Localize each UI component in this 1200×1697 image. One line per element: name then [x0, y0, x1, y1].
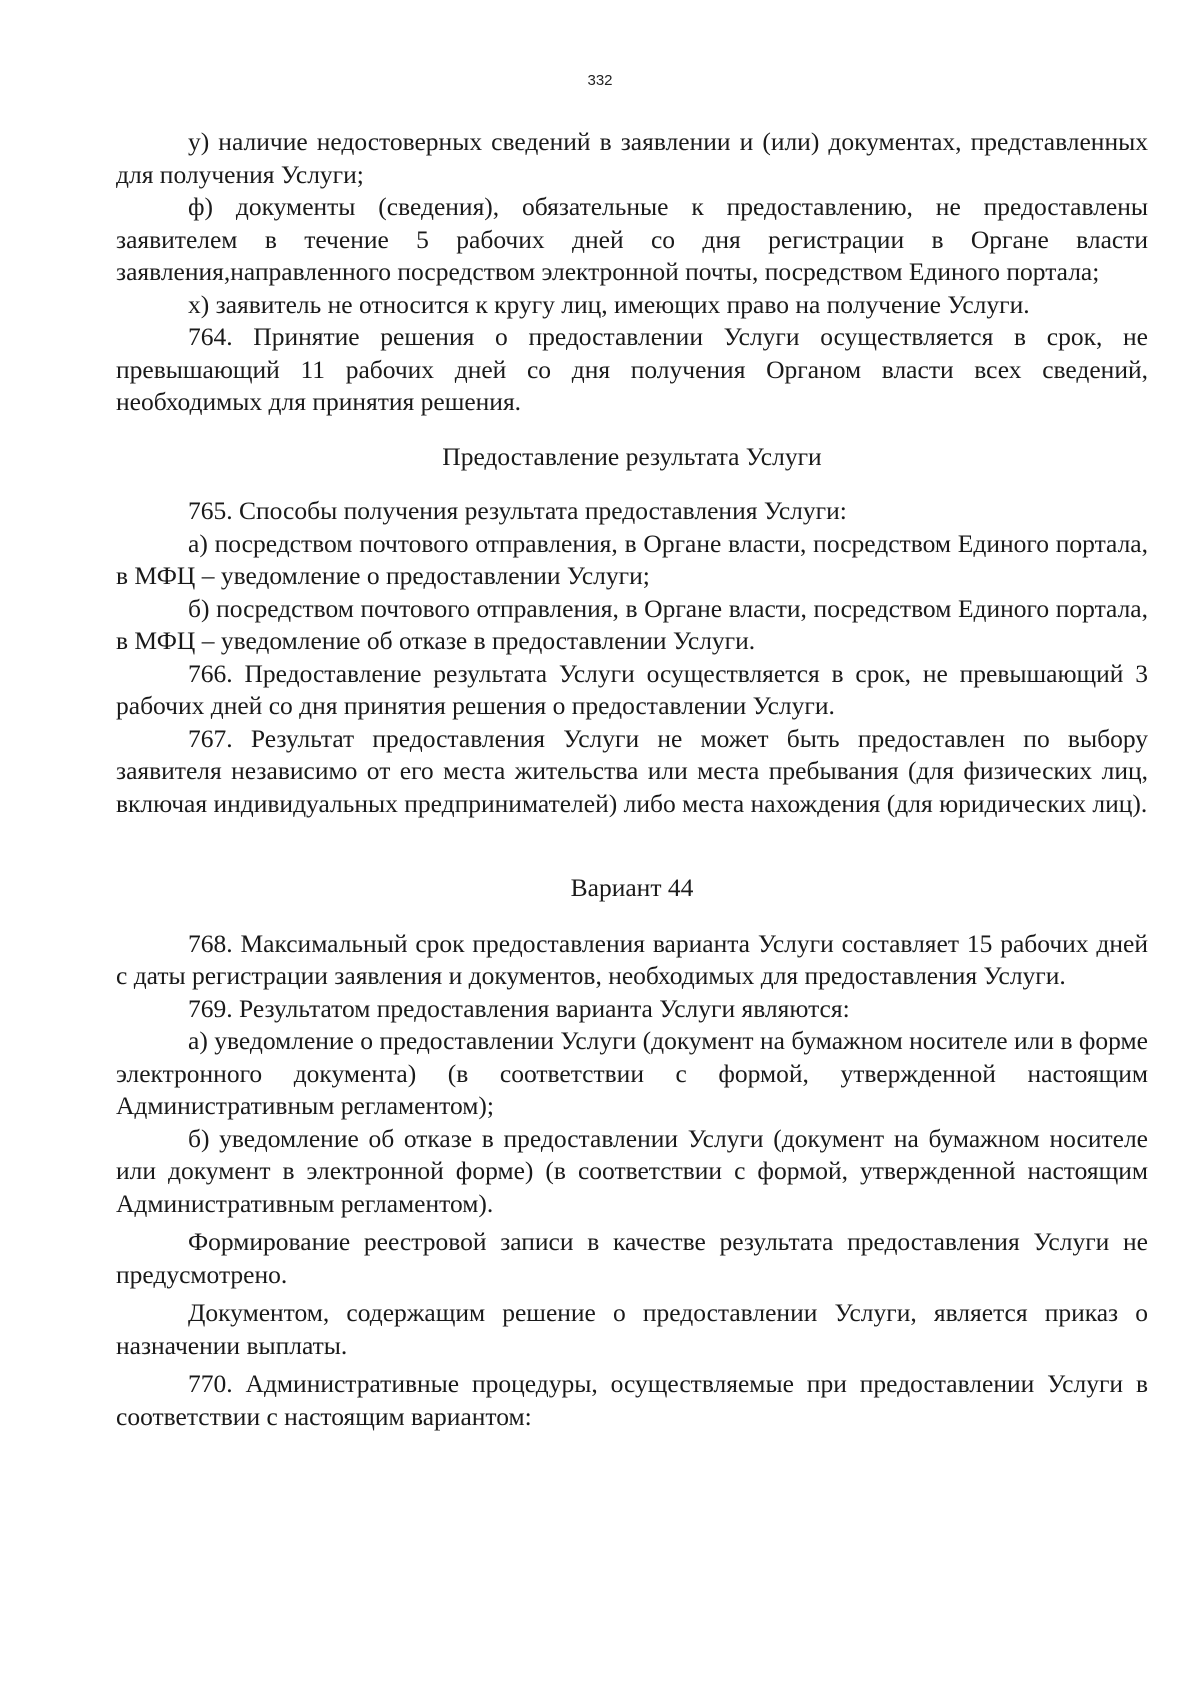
section-heading-result: Предоставление результата Услуги — [442, 441, 822, 471]
paragraph-765-a: а) посредством почтового отправления, в Органе власти, посредством Единого портала, в МФЦ – уведомление о предоставлении Услуги; — [116, 528, 1148, 590]
paragraph-765-b: б) посредством почтового отправления, в Органе власти, посредством Единого портала, в МФЦ – уведомление об отказе в предоставлении Услуги. — [116, 593, 1148, 655]
paragraph-767: 767. Результат предоставления Услуги не может быть предоставлен по выбору заявителя независимо от его места жительства или места пребывания (для физических лиц, включая индивидуальных предпринимателей) либо места нахождения (для юридических лиц). — [116, 723, 1148, 818]
page-number: 332 — [587, 72, 613, 89]
paragraph-769-b: б) уведомление об отказе в предоставлении Услуги (документ на бумажном носителе или документ в электронной форме) (в соответствии с формой, утвержденной настоящим Административным регламентом). — [116, 1123, 1148, 1218]
paragraph-kh: х) заявитель не относится к кругу лиц, имеющих право на получение Услуги. — [188, 289, 1030, 319]
paragraph-769: 769. Результатом предоставления варианта Услуги являются: — [188, 993, 850, 1023]
section-heading-variant: Вариант 44 — [570, 873, 694, 902]
paragraph-764: 764. Принятие решения о предоставлении Услуги осуществляется в срок, не превышающий 11 рабочих дней со дня получения Органом власти всех сведений, необходимых для принятия решения. — [116, 322, 1148, 416]
paragraph-768: 768. Максимальный срок предоставления варианта Услуги составляет 15 рабочих дней с даты регистрации заявления и документов, необходимых для предоставления Услуги. — [116, 928, 1148, 990]
paragraph-decision-document: Документом, содержащим решение о предоставлении Услуги, является приказ о назначении выплаты. — [116, 1298, 1148, 1360]
paragraph-769-a: а) уведомление о предоставлении Услуги (документ на бумажном носителе или в форме электронного документа) (в соответствии с формой, утвержденной настоящим Административным регламентом); — [116, 1026, 1148, 1120]
paragraph-766: 766. Предоставление результата Услуги осуществляется в срок, не превышающий 3 рабочих дней со дня принятия решения о предоставлении Услуги. — [116, 658, 1148, 720]
paragraph-registry-note: Формирование реестровой записи в качестве результата предоставления Услуги не предусмотрено. — [116, 1227, 1148, 1289]
document-body — [116, 126, 1148, 1433]
paragraph-u: у) наличие недостоверных сведений в заявлении и (или) документах, представленных для получения Услуги; — [116, 127, 1148, 189]
paragraph-765: 765. Способы получения результата предоставления Услуги: — [188, 496, 847, 525]
paragraph-f: ф) документы (сведения), обязательные к предоставлению, не предоставлены заявителем в течение 5 рабочих дней со дня регистрации в Органе власти заявления,направленного посредством электронной почты, посредством Единого портала; — [116, 192, 1148, 286]
paragraph-770: 770. Административные процедуры, осуществляемые при предоставлении Услуги в соответствии с настоящим вариантом: — [116, 1369, 1148, 1431]
